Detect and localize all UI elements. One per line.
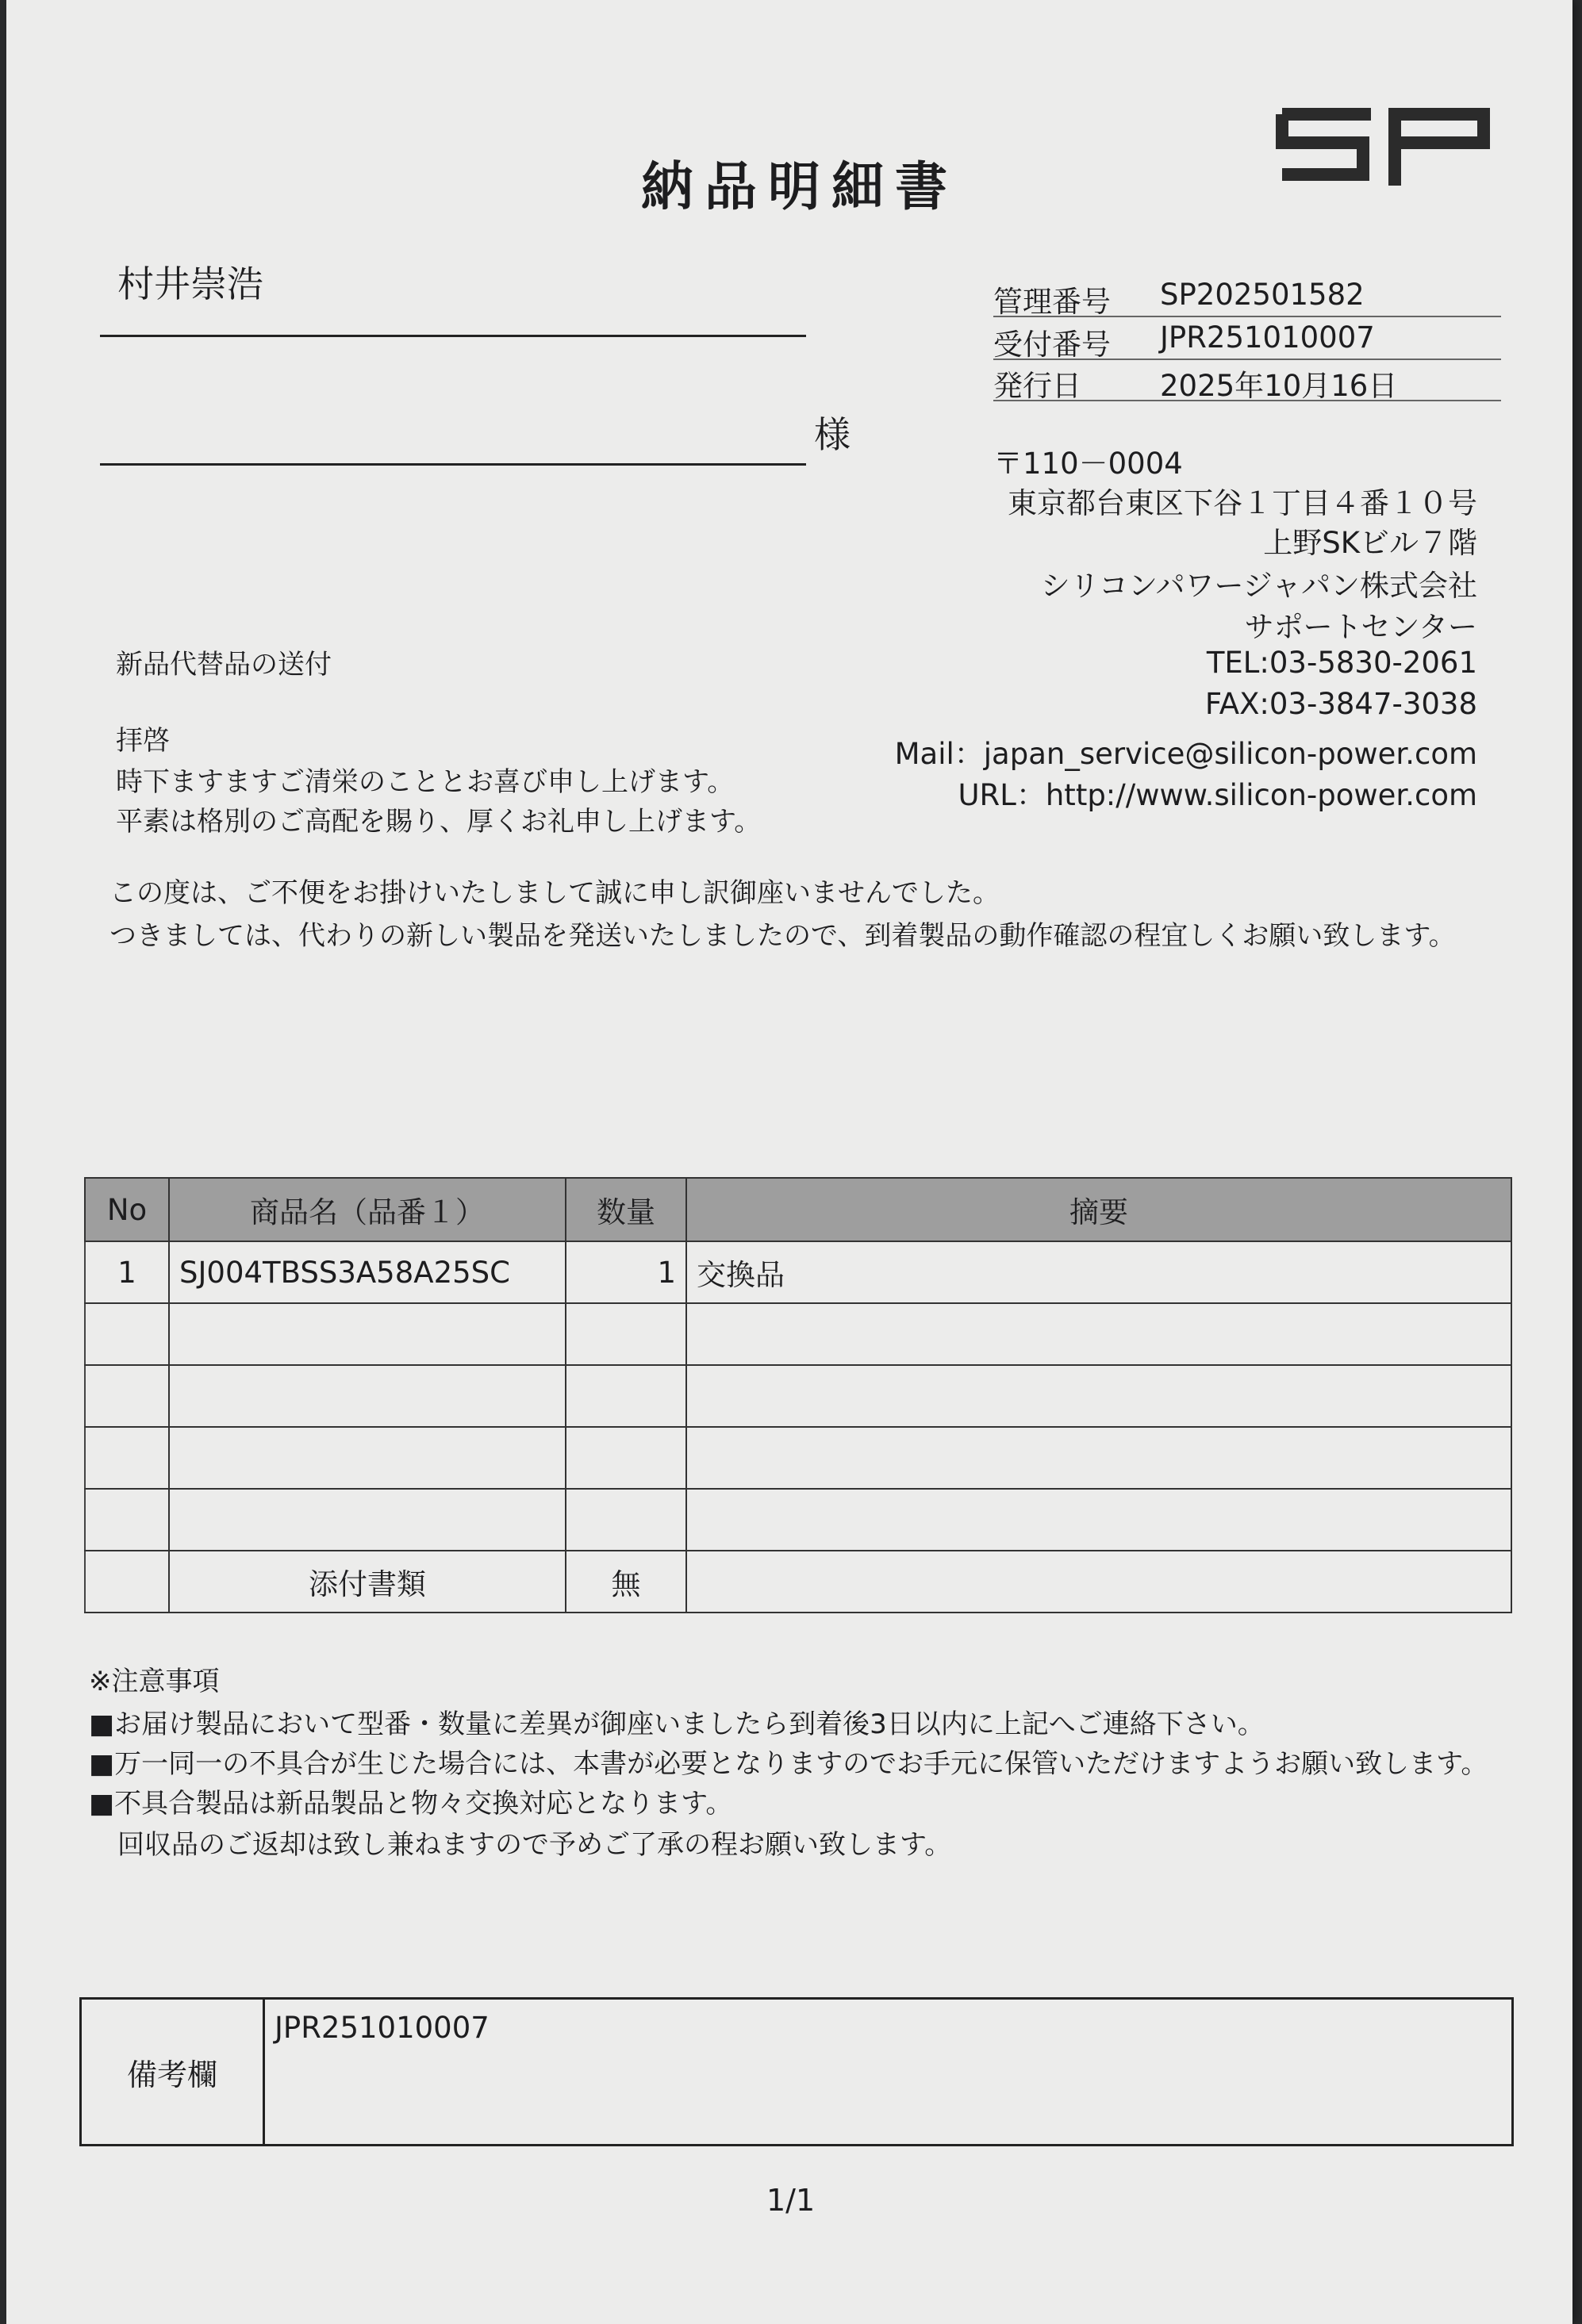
- cell-summary: [686, 1489, 1511, 1551]
- customer-honorific: 様: [814, 413, 851, 456]
- cell-product: [169, 1365, 566, 1427]
- header-no: No: [85, 1178, 169, 1241]
- info-value: JPR251010007: [1160, 320, 1375, 355]
- cell-no: [85, 1303, 169, 1365]
- cell-product: [169, 1427, 566, 1489]
- greeting-line-2: 平素は格別のご高配を賜り、厚くお礼申し上げます。: [116, 806, 762, 838]
- page-number: 1/1: [766, 2183, 816, 2218]
- cell-qty: [566, 1427, 686, 1489]
- info-row-management-no: [993, 276, 1501, 317]
- table-row: [85, 1489, 1511, 1551]
- cell-no: [85, 1427, 169, 1489]
- remarks-value: JPR251010007: [275, 2011, 490, 2045]
- sender-department: サポートセンター: [1244, 610, 1477, 644]
- info-value: 2025年10月16日: [1160, 369, 1398, 403]
- document-page: [6, 0, 1572, 2324]
- sp-logo: [1276, 97, 1506, 192]
- sender-mail: Mail：japan_service@silicon-power.com: [894, 737, 1477, 771]
- sender-company: シリコンパワージャパン株式会社: [1040, 569, 1477, 603]
- customer-name: 村井崇浩: [117, 263, 263, 305]
- remarks-box: [79, 1997, 1514, 2146]
- cell-blank: [85, 1551, 169, 1613]
- notes-line-3: ■不具合製品は新品製品と物々交換対応となります。: [89, 1788, 733, 1820]
- cell-no: [85, 1365, 169, 1427]
- info-row-reception-no: [993, 319, 1501, 360]
- sender-address-1: 東京都台東区下谷１丁目４番１０号: [1008, 486, 1477, 520]
- cell-summary: [686, 1303, 1511, 1365]
- info-row-issue-date: [993, 360, 1501, 401]
- body-line-1: この度は、ご不便をお掛けいたしまして誠に申し訳御座いませんでした。: [109, 877, 1000, 909]
- items-table: [84, 1177, 1512, 1613]
- remarks-label: 備考欄: [82, 2000, 265, 2144]
- attachment-value: 無: [566, 1551, 686, 1613]
- attachment-label: 添付書類: [169, 1551, 566, 1613]
- cell-qty: [566, 1489, 686, 1551]
- greeting-opening: 拝啓: [116, 725, 170, 757]
- cell-blank: [686, 1551, 1511, 1613]
- sender-fax: FAX:03-3847-3038: [1204, 687, 1477, 721]
- cell-summary: 交換品: [686, 1241, 1511, 1303]
- table-row: [85, 1241, 1511, 1303]
- cell-qty: 1: [566, 1241, 686, 1303]
- table-header-row: [85, 1178, 1511, 1241]
- cell-summary: [686, 1365, 1511, 1427]
- sender-tel: TEL:03-5830-2061: [1206, 646, 1477, 680]
- notes-heading: ※注意事項: [89, 1666, 220, 1697]
- header-product: 商品名（品番１）: [169, 1178, 566, 1241]
- cell-no: [85, 1489, 169, 1551]
- notes-line-1: ■お届け製品において型番・数量に差異が御座いましたら到着後3日以内に上記へご連絡下さい。: [89, 1708, 1265, 1740]
- cell-product: SJ004TBSS3A58A25SC: [169, 1241, 566, 1303]
- greeting-line-1: 時下ますますご清栄のこととお喜び申し上げます。: [116, 766, 735, 798]
- header-summary: 摘要: [686, 1178, 1511, 1241]
- sender-postal: 〒110－0004: [993, 447, 1183, 481]
- attachment-row: [85, 1551, 1511, 1613]
- cell-qty: [566, 1365, 686, 1427]
- info-label: 発行日: [993, 369, 1081, 403]
- cell-qty: [566, 1303, 686, 1365]
- sender-url: URL：http://www.silicon-power.com: [958, 778, 1477, 812]
- notes-line-4: 回収品のご返却は致し兼ねますので予めご了承の程お願い致します。: [117, 1829, 952, 1861]
- info-label: 受付番号: [993, 328, 1111, 362]
- body-line-2: つきましては、代わりの新しい製品を発送いたしましたので、到着製品の動作確認の程宜しくお願い致します。: [109, 920, 1456, 952]
- subject-line: 新品代替品の送付: [116, 649, 332, 681]
- table-row: [85, 1365, 1511, 1427]
- customer-underline-1: [100, 335, 806, 337]
- customer-underline-2: [100, 463, 806, 466]
- cell-summary: [686, 1427, 1511, 1489]
- notes-line-2: ■万一同一の不具合が生じた場合には、本書が必要となりますのでお手元に保管いただけますようお願い致します。: [89, 1748, 1488, 1780]
- info-label: 管理番号: [993, 285, 1111, 319]
- cell-product: [169, 1489, 566, 1551]
- sender-address-2: 上野SKビル７階: [1263, 526, 1477, 560]
- cell-product: [169, 1303, 566, 1365]
- table-row: [85, 1303, 1511, 1365]
- document-title: 納品明細書: [641, 156, 958, 217]
- cell-no: 1: [85, 1241, 169, 1303]
- header-qty: 数量: [566, 1178, 686, 1241]
- info-value: SP202501582: [1160, 278, 1365, 312]
- table-row: [85, 1427, 1511, 1489]
